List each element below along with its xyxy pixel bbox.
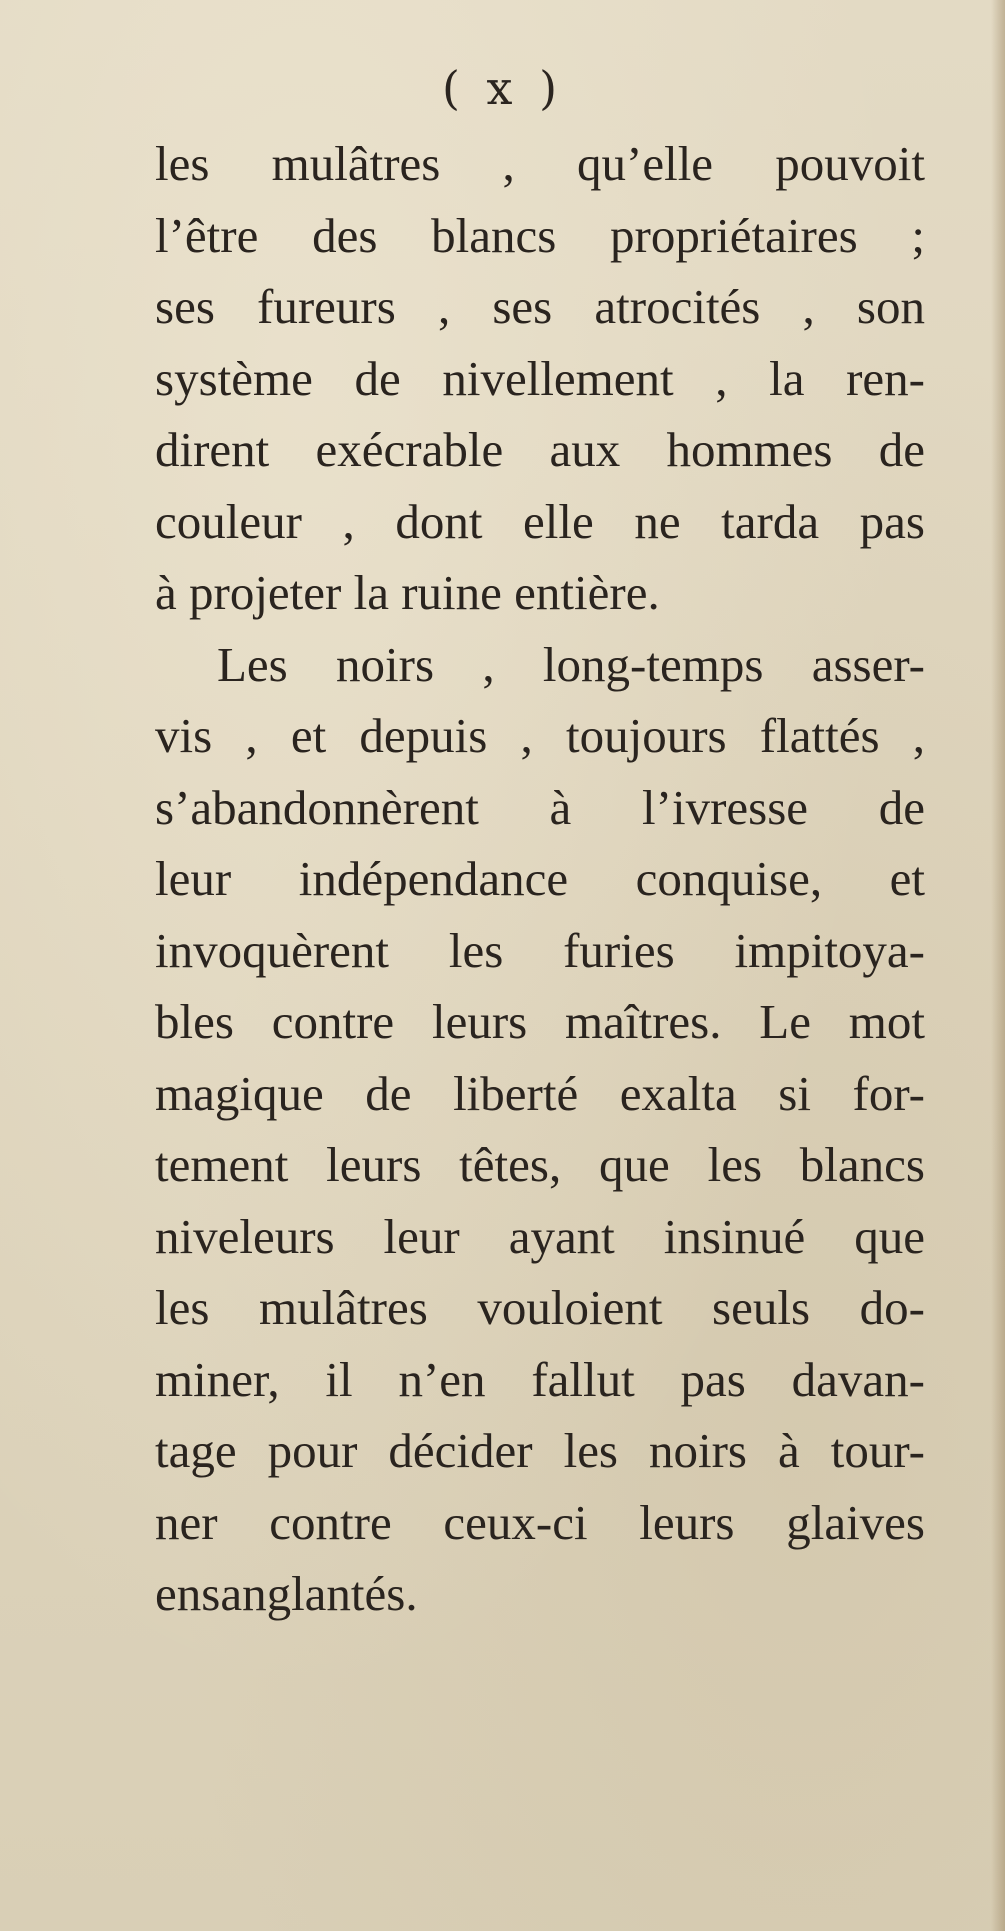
- text-line: magique de liberté exalta si for-: [155, 1065, 925, 1121]
- text-line: bles contre leurs maîtres. Le mot: [155, 994, 925, 1049]
- text-line: l’être des blancs propriétaires ;: [155, 207, 925, 263]
- text-line: à projeter la ruine entière.: [155, 565, 660, 620]
- text-line: couleur , dont elle ne tarda pas: [155, 493, 925, 549]
- text-line: s’abandonnèrent à l’ivresse de: [155, 779, 925, 835]
- text-line: tement leurs têtes, que les blancs: [155, 1137, 925, 1192]
- text-line: ses fureurs , ses atrocités , son: [155, 279, 925, 334]
- paragraph: [155, 128, 925, 629]
- paragraph: [155, 629, 925, 1630]
- page-number: ( x ): [441, 61, 564, 115]
- text-line: leur indépendance conquise, et: [155, 851, 925, 906]
- page-edge-shadow: [991, 0, 1005, 1931]
- text-line: invoquèrent les furies impitoya-: [155, 922, 925, 978]
- text-line: les mulâtres vouloient seuls do-: [155, 1280, 925, 1335]
- text-line: les mulâtres , qu’elle pouvoit: [155, 136, 925, 191]
- body-text: [155, 128, 925, 1630]
- text-line: tage pour décider les noirs à tour-: [155, 1423, 925, 1478]
- text-line: niveleurs leur ayant insinué que: [155, 1208, 925, 1264]
- text-line: système de nivellement , la ren-: [155, 350, 925, 406]
- text-line: ensanglantés.: [155, 1566, 418, 1621]
- text-line: dirent exécrable aux hommes de: [155, 422, 925, 477]
- text-line: Les noirs , long-temps asser-: [217, 636, 925, 692]
- text-line: ner contre ceux-ci leurs glaives: [155, 1494, 925, 1550]
- text-line: miner, il n’en fallut pas davan-: [155, 1351, 925, 1407]
- text-line: vis , et depuis , toujours flattés ,: [155, 708, 925, 763]
